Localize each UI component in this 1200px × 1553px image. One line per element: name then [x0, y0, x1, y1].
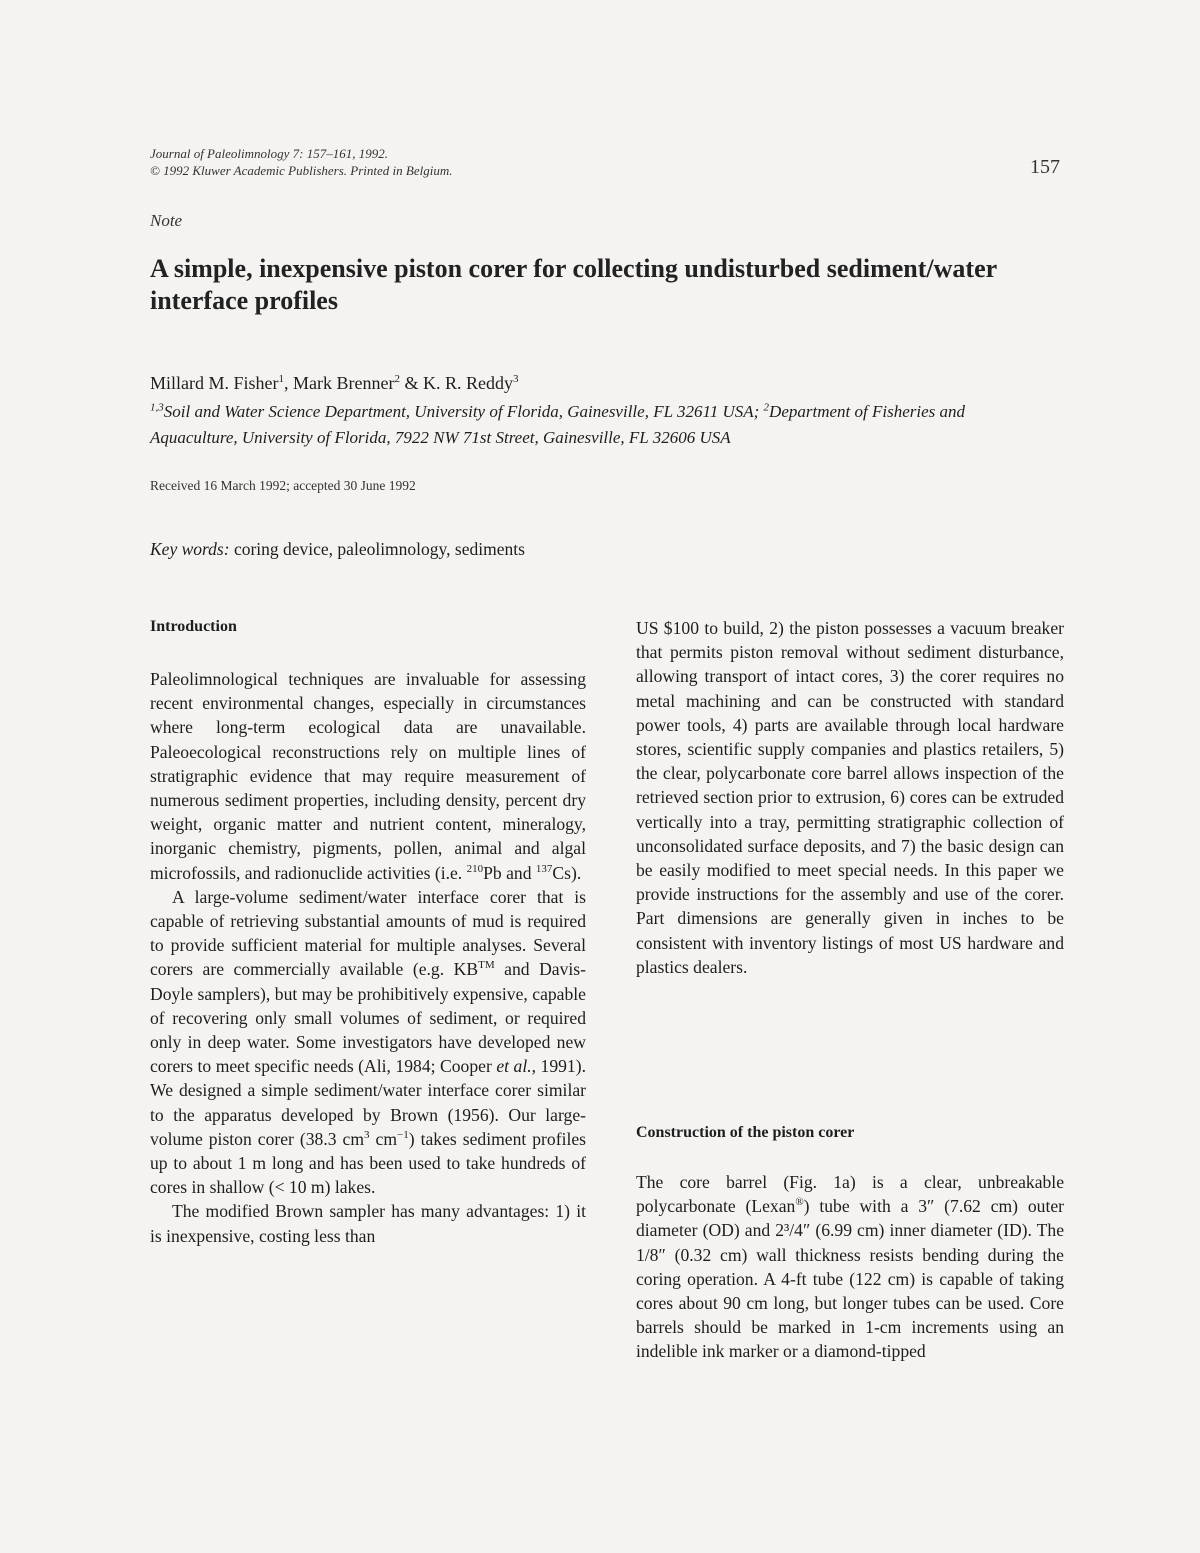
author-affiliation-mark: 1: [278, 373, 284, 385]
superscript: −1: [397, 1129, 409, 1141]
article-title: A simple, inexpensive piston corer for collecting undisturbed sediment/water interface profiles: [150, 254, 997, 315]
section-heading-introduction: Introduction: [150, 618, 237, 635]
keywords-text: coring device, paleolimnology, sediments: [229, 539, 525, 559]
affiliation-mark: 1,3: [150, 401, 164, 414]
paragraph: US $100 to build, 2) the piston possesses a vacuum breaker that permits piston removal without sediment disturbance, allowing transport of intact cores, 3) the corer requires no metal machining and can be constructed with standard power tools, 4) parts are available through local hardware stores, scientific supply companies and plastics retailers, 5) the clear, polycarbonate core barrel allows inspection of the retrieved section prior to extrusion, 6) cores can be extruded vertically into a tray, permitting stratigraphic collection of unconsolidated surface deposits, and 7) the basic design can be easily modified to meet special needs. In this paper we provide instructions for the assembly and use of the corer. Part dimensions are generally given in inches to be consistent with inventory listings of most US hardware and plastics dealers.: [636, 618, 1064, 977]
article-type-label: Note: [150, 211, 183, 230]
text-run: cm: [369, 1128, 398, 1149]
affiliation-text: Soil and Water Science Department, University of Florida, Gainesville, FL 32611 USA;: [163, 402, 764, 421]
superscript: ®: [795, 1196, 804, 1209]
affiliation-mark: 2: [763, 401, 770, 414]
author-affiliation-mark: 2: [394, 373, 400, 385]
keywords-label: Key words:: [150, 539, 230, 559]
left-column: [150, 667, 586, 1248]
author-separator: &: [399, 373, 423, 393]
paragraph: [150, 667, 586, 885]
superscript: 137: [535, 862, 553, 875]
author-separator: ,: [284, 373, 293, 393]
author-name: Mark Brenner: [293, 373, 395, 393]
paragraph: [150, 885, 586, 1200]
text-run: , 1991). We designed a simple sediment/water interface corer similar to the apparatus developed by Brown (1956). Our large-volume piston corer (38.3 cm: [150, 1056, 586, 1149]
right-column-construction: [636, 1170, 1064, 1364]
right-column-continuation: [636, 616, 1064, 979]
journal-citation: [150, 145, 452, 179]
text-run: ) tube with a 3″ (7.62 cm) outer diameter (OD) and 2³/4″ (6.99 cm) inner diameter (ID). The 1/8″ (0.32 cm) wall thickness resists bending during the coring operation. A 4-ft tube (122 cm) is capable of taking cores about 90 cm long, but longer tubes can be used. Core barrels should be marked in 1-cm increments using an indelible ink marker or a diamond-tipped: [636, 1196, 1064, 1362]
author-list: [150, 373, 518, 394]
affiliation-text: Department of Fisheries and Aquaculture, University of Florida, 7922 NW 71st Street, Gainesville, FL 32606 USA: [150, 402, 965, 447]
author-name: Millard M. Fisher: [150, 373, 279, 393]
paragraph: The modified Brown sampler has many advantages: 1) it is inexpensive, costing less than: [150, 1201, 586, 1246]
text-run: The core barrel (Fig. 1a) is a clear, unbreakable polycarbonate (Lexan: [636, 1172, 1064, 1217]
author-name: K. R. Reddy: [422, 373, 513, 393]
text-run: Paleolimnological techniques are invaluable for assessing recent environmental changes, especially in circumstances where long-term ecological data are unavailable. Paleoecological reconstructions rely on multiple lines of stratigraphic evidence that may require measurement of numerous sediment properties, including density, percent dry weight, organic matter and nutrient content, mineralogy, inorganic chemistry, pigments, pollen, animal and algal microfossils, and radionuclide activities (i.e.: [150, 669, 586, 883]
page-number: 157: [1030, 156, 1060, 178]
author-affiliations: [150, 399, 1050, 451]
text-run: Cs).: [552, 862, 582, 883]
superscript: 210: [466, 862, 484, 875]
section-heading-construction: Construction of the piston corer: [636, 1124, 855, 1141]
text-run: and Davis-Doyle samplers), but may be prohibitively expensive, capable of recovering only small volumes of sediment, or required only in deep water. Some investigators have developed new corers to meet specific needs (Ali, 1984; Cooper: [150, 959, 586, 1077]
paragraph: [636, 1170, 1064, 1364]
journal-citation-line: Journal of Paleolimnology 7: 157–161, 1992.: [150, 146, 388, 161]
text-run: ) takes sediment profiles up to about 1 m long and has been used to take hundreds of cores in shallow (< 10 m) lakes.: [150, 1128, 586, 1198]
author-affiliation-mark: 3: [512, 373, 519, 385]
superscript: TM: [478, 959, 495, 972]
publisher-line: © 1992 Kluwer Academic Publishers. Printed in Belgium.: [150, 163, 453, 178]
text-run: Pb and: [483, 862, 536, 883]
italic-run: et al.: [496, 1056, 532, 1077]
text-run: A large-volume sediment/water interface corer that is capable of retrieving substantial amounts of mud is required to provide sufficient material for multiple analyses. Several corers are commercially available (e.g. KB: [150, 886, 586, 980]
keywords-line: [150, 539, 525, 560]
superscript: 3: [364, 1129, 370, 1141]
received-dates: Received 16 March 1992; accepted 30 June 1992: [150, 478, 416, 493]
